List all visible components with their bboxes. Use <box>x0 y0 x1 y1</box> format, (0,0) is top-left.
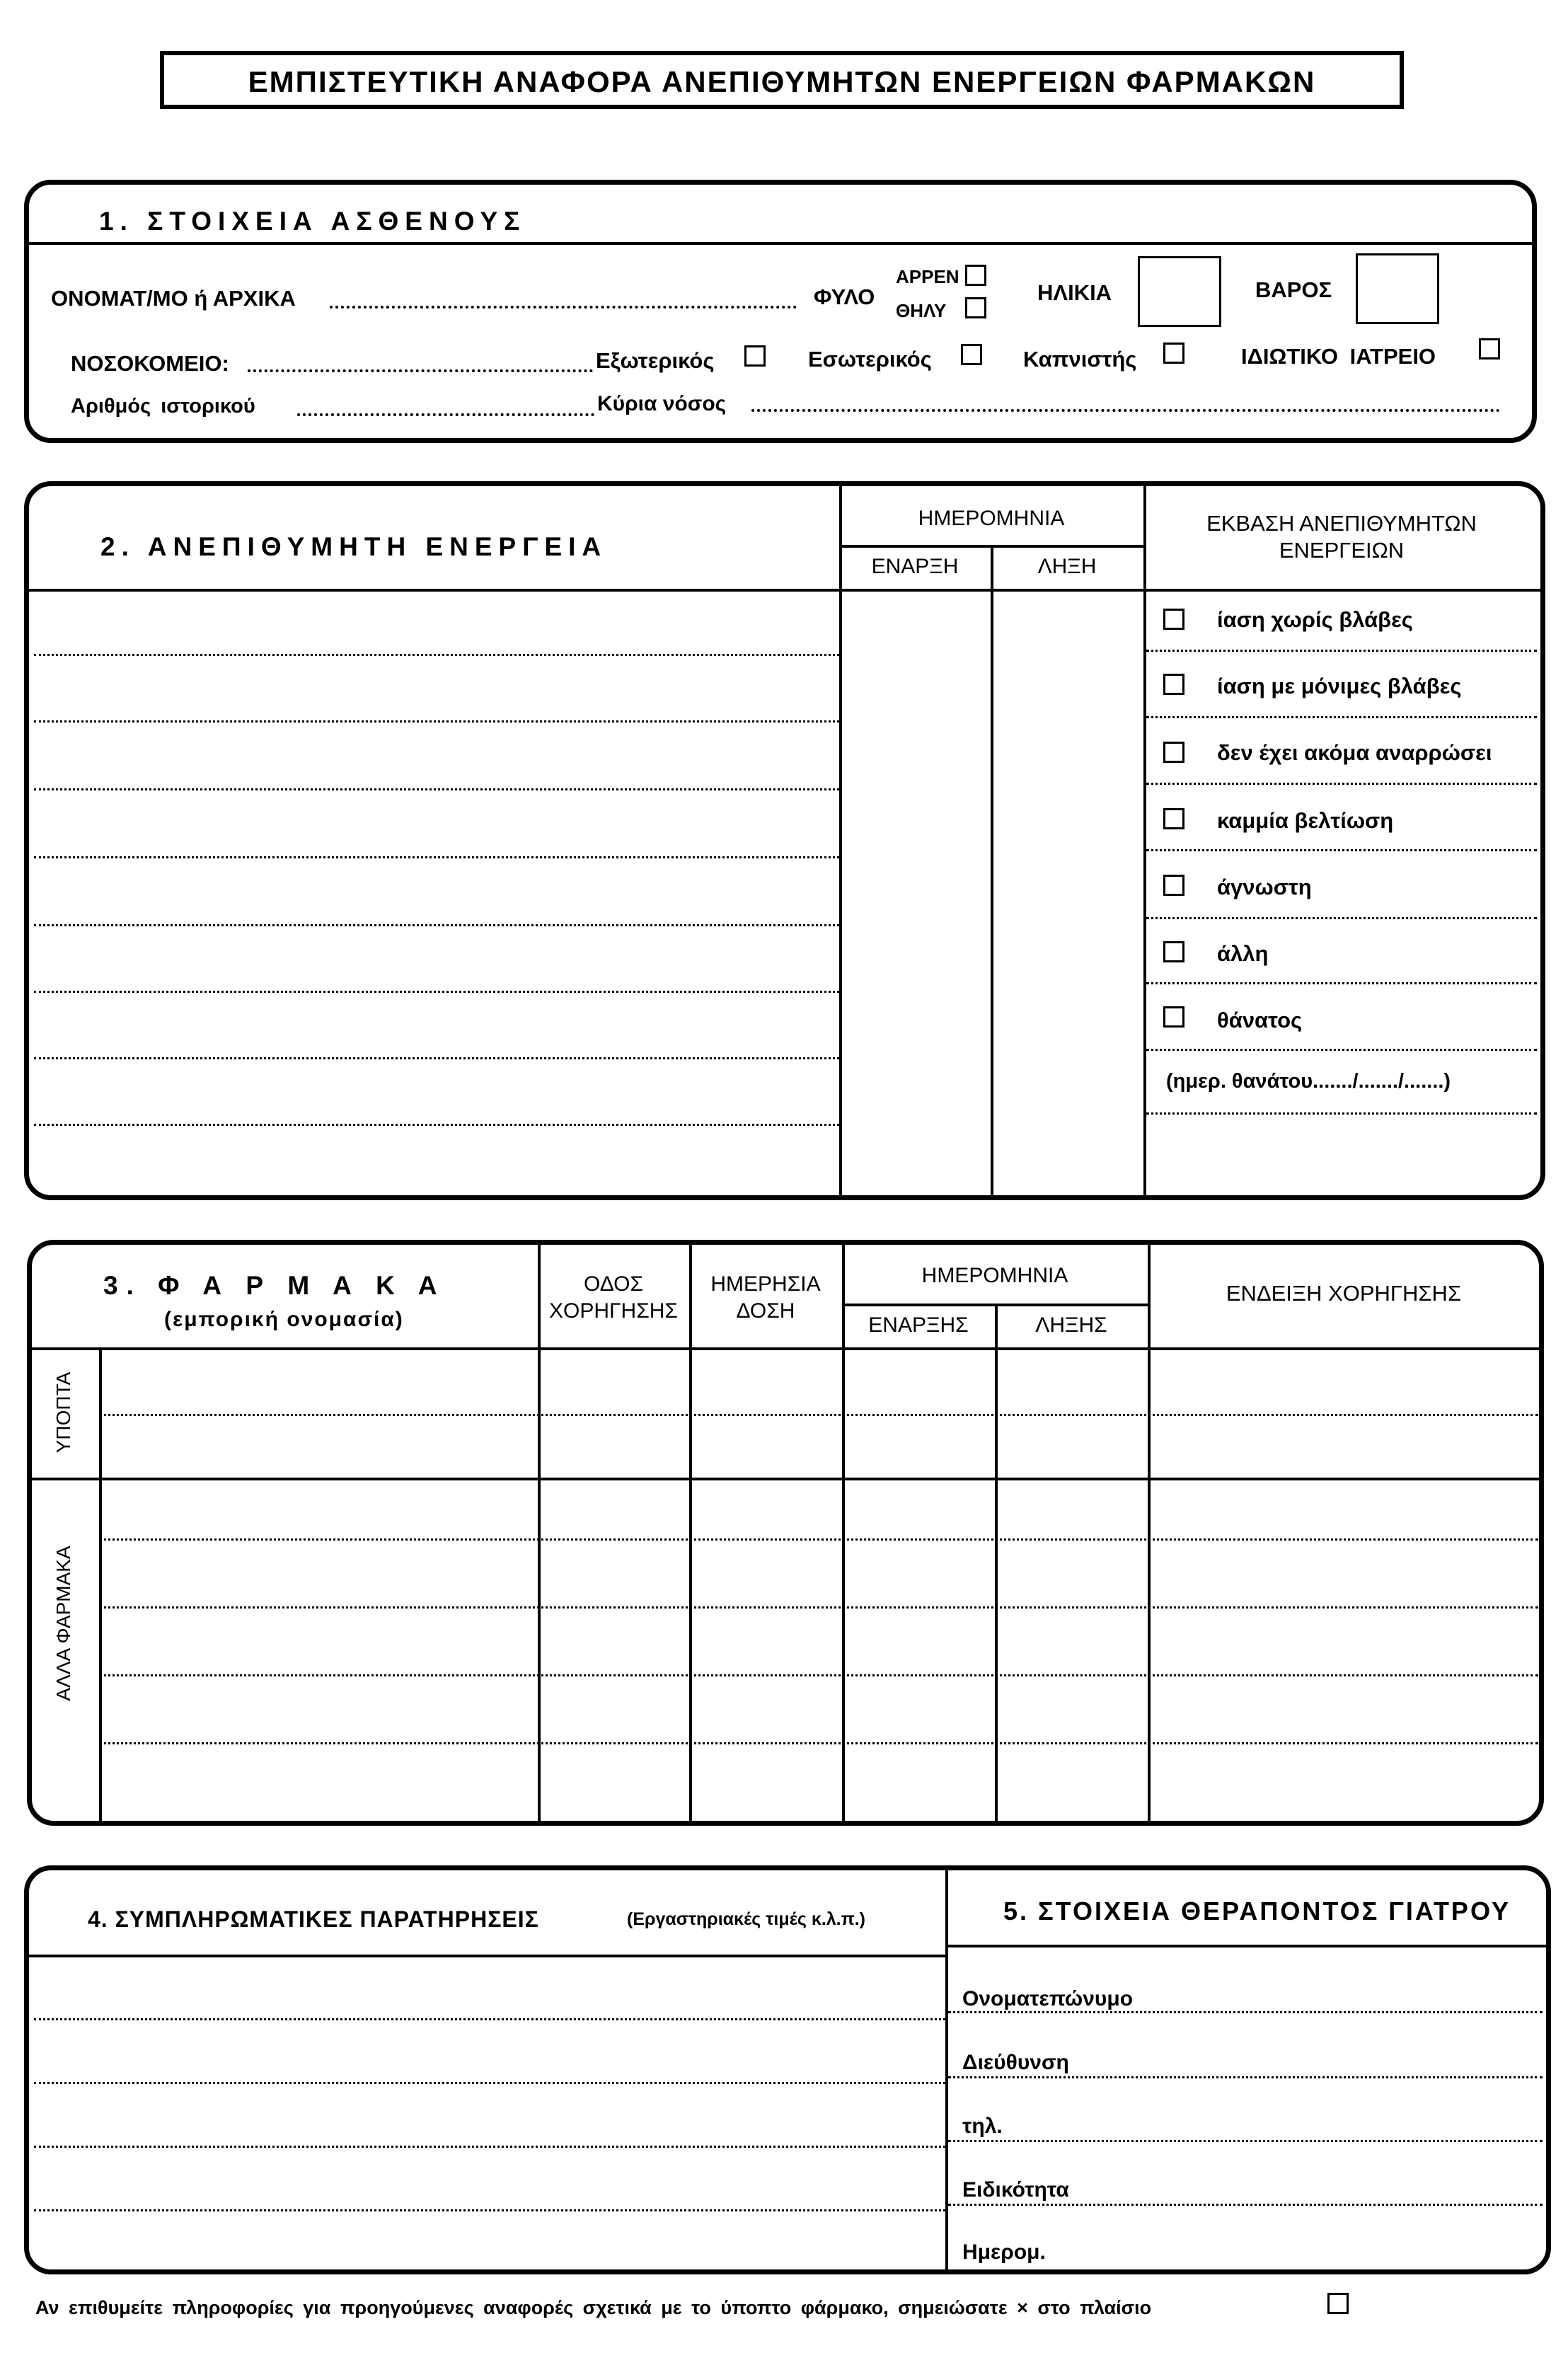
section-physician-title: 5. ΣΤΟΙΧΕΙΑ ΘΕΡΑΠΟΝΤΟΣ ΓΙΑΤΡΟΥ <box>1003 1897 1511 1926</box>
suspect-drugs-label: ΥΠΟΠΤΑ <box>52 1371 74 1454</box>
outcome-checkbox[interactable] <box>1163 941 1184 962</box>
physician-name-field[interactable] <box>948 2011 1543 2013</box>
outcome-checkbox[interactable] <box>1163 742 1184 763</box>
physician-phone-label: τηλ. <box>962 2114 1003 2138</box>
hospital-label: ΝΟΣΟΚΟΜΕΙΟ: <box>71 351 229 376</box>
section-patient-divider <box>28 242 1533 245</box>
dose-header-line2: ΔΟΣΗ <box>736 1299 795 1323</box>
remarks-physician-divider <box>945 1870 948 2269</box>
drugs-header-divider <box>32 1347 1539 1350</box>
outcome-label: δεν έχει ακόμα αναρρώσει <box>1217 740 1492 765</box>
form-title-box <box>160 51 1404 109</box>
outcome-row-line <box>1146 917 1537 919</box>
drugs-col-divider <box>538 1245 541 1821</box>
outcome-checkbox[interactable] <box>1163 674 1184 695</box>
outcome-row-line <box>1146 849 1537 851</box>
outcome-row-line <box>1146 783 1537 785</box>
other-drug-row-line <box>99 1742 1538 1744</box>
drugs-date-header: ΗΜΕΡΟΜΗΝΙΑ <box>921 1264 1068 1287</box>
route-header-line2: ΧΟΡΗΓΗΣΗΣ <box>549 1299 678 1323</box>
private-practice-label: ΙΔΙΩΤΙΚΟ ΙΑΤΡΕΙΟ <box>1241 344 1436 369</box>
outcome-row-line <box>1146 716 1537 718</box>
male-checkbox[interactable] <box>965 265 986 286</box>
previous-reports-checkbox[interactable] <box>1327 2293 1349 2314</box>
female-checkbox[interactable] <box>965 297 986 318</box>
physician-date-label: Ημερομ. <box>962 2240 1046 2264</box>
record-number-label: Αριθμός ιστορικού <box>71 395 255 418</box>
inpatient-label: Εσωτερικός <box>808 347 932 372</box>
reaction-row-line <box>34 924 839 926</box>
outcome-checkbox[interactable] <box>1163 1006 1184 1028</box>
reaction-row-line <box>34 1057 839 1059</box>
age-label: ΗΛΙΚΙΑ <box>1037 280 1112 305</box>
outcome-label: ίαση με μόνιμες βλάβες <box>1217 674 1462 698</box>
physician-address-field[interactable] <box>948 2076 1543 2078</box>
reaction-date-header: ΗΜΕΡΟΜΗΝΙΑ <box>918 507 1065 530</box>
reaction-row-line <box>34 1124 839 1126</box>
remarks-row-line <box>34 2209 945 2211</box>
other-drug-row-line <box>99 1606 1538 1609</box>
physician-name-label: Ονοματεπώνυμο <box>962 1987 1134 2010</box>
male-label: ΑΡΡΕΝ <box>896 266 959 287</box>
outcome-row-line <box>1146 650 1537 652</box>
physician-address-label: Διεύθυνση <box>962 2051 1069 2074</box>
drugs-group-divider <box>32 1478 1539 1480</box>
physician-phone-field[interactable] <box>948 2140 1543 2142</box>
reaction-row-line <box>34 788 839 790</box>
reaction-row-line <box>34 654 839 656</box>
drugs-start-header: ΕΝΑΡΞΗΣ <box>868 1313 969 1337</box>
section-drugs-subtitle: (εμπορική ονομασία) <box>164 1308 404 1331</box>
drugs-date-subdivider <box>842 1304 1148 1306</box>
form-title: ΕΜΠΙΣΤΕΥΤΙΚΗ ΑΝΑΦΟΡΑ ΑΝΕΠΙΘΥΜΗΤΩΝ ΕΝΕΡΓΕΙΩΝ ΦΑΡΜΑΚΩΝ <box>248 65 1316 98</box>
outpatient-checkbox[interactable] <box>744 345 766 367</box>
weight-label: ΒΑΡΟΣ <box>1255 277 1332 302</box>
outcome-label: ίαση χωρίς βλάβες <box>1217 607 1413 632</box>
reaction-date-subdivider <box>839 545 1143 548</box>
section-remarks-title: 4. ΣΥΜΠΛΗΡΩΜΑΤΙΚΕΣ ΠΑΡΑΤΗΡΗΣΕΙΣ <box>88 1906 539 1932</box>
indication-header: ΕΝΔΕΙΞΗ ΧΟΡΗΓΗΣΗΣ <box>1226 1281 1462 1306</box>
outcome-checkbox[interactable] <box>1163 875 1184 896</box>
remarks-row-line <box>34 2146 945 2148</box>
physician-header-divider <box>945 1945 1546 1947</box>
patient-name-field[interactable] <box>330 306 797 309</box>
outcome-label: θάνατος <box>1217 1008 1303 1032</box>
drugs-row-label-divider <box>99 1347 102 1821</box>
outcome-header-line2: ΕΝΕΡΓΕΙΩΝ <box>1279 538 1405 563</box>
reaction-end-header: ΛΗΞΗ <box>1037 555 1097 578</box>
footer-note: Αν επιθυμείτε πληροφορίες για προηγούμενες αναφορές σχετικά με το ύποπτο φάρμακο, σημειώσατε × στο πλαίσιο <box>35 2297 1152 2318</box>
reaction-start-header: ΕΝΑΡΞΗ <box>871 555 959 578</box>
other-drugs-label: ΑΛΛΑ ΦΑΡΜΑΚΑ <box>52 1546 74 1701</box>
drugs-col-divider <box>689 1245 692 1821</box>
sex-label: ΦΥΛΟ <box>814 284 875 309</box>
outcome-checkbox[interactable] <box>1163 609 1184 630</box>
section-remarks-note: (Εργαστηριακές τιμές κ.λ.π.) <box>627 1909 865 1929</box>
patient-name-label: ΟΝΟΜΑΤ/ΜΟ ή ΑΡΧΙΚΑ <box>51 286 296 311</box>
reaction-col-divider-3 <box>1143 486 1146 1195</box>
outpatient-label: Εξωτερικός <box>596 348 715 373</box>
outcome-row-line <box>1146 1049 1537 1051</box>
reaction-col-divider-2 <box>991 545 993 1195</box>
reaction-row-line <box>34 991 839 993</box>
outcome-label: άλλη <box>1217 941 1269 966</box>
age-input[interactable] <box>1138 256 1221 327</box>
outcome-label: άγνωστη <box>1217 875 1312 899</box>
smoker-checkbox[interactable] <box>1163 343 1184 364</box>
record-number-field[interactable] <box>297 413 594 416</box>
reaction-col-divider-1 <box>839 486 842 1195</box>
outcome-label: καμμία βελτίωση <box>1217 808 1394 833</box>
dose-header-line1: ΗΜΕΡΗΣΙΑ <box>710 1272 821 1296</box>
outcome-checkbox[interactable] <box>1163 808 1184 829</box>
hospital-field[interactable] <box>248 369 593 372</box>
outcome-row-line <box>1146 982 1537 984</box>
physician-specialty-field[interactable] <box>948 2204 1543 2206</box>
death-date-field[interactable]: (ημερ. θανάτου......./......./.......) <box>1166 1070 1451 1093</box>
outcome-row-line <box>1146 1112 1537 1115</box>
section-reaction-title: 2. ΑΝΕΠΙΘΥΜΗΤΗ ΕΝΕΡΓΕΙΑ <box>100 532 608 561</box>
main-disease-label: Κύρια νόσος <box>597 392 727 415</box>
reaction-row-line <box>34 720 839 723</box>
drugs-end-header: ΛΗΞΗΣ <box>1035 1313 1107 1337</box>
weight-input[interactable] <box>1356 253 1439 324</box>
physician-specialty-label: Ειδικότητα <box>962 2178 1069 2202</box>
main-disease-field[interactable] <box>751 409 1500 412</box>
other-drug-row-line <box>99 1674 1538 1676</box>
outcome-header-line1: ΕΚΒΑΣΗ ΑΝΕΠΙΘΥΜΗΤΩΝ <box>1206 511 1477 536</box>
suspect-drug-row-line <box>99 1414 1538 1416</box>
inpatient-checkbox[interactable] <box>961 344 982 365</box>
remarks-row-line <box>34 2018 945 2020</box>
remarks-row-line <box>34 2082 945 2084</box>
reaction-header-divider <box>29 589 1540 592</box>
route-header-line1: ΟΔΟΣ <box>584 1272 643 1296</box>
drugs-col-divider <box>1148 1245 1151 1821</box>
section-drugs-title: 3. Φ Α Ρ Μ Α Κ Α <box>103 1271 446 1300</box>
smoker-label: Καπνιστής <box>1023 347 1137 372</box>
other-drug-row-line <box>99 1538 1538 1541</box>
section-patient-title: 1. ΣΤΟΙΧΕΙΑ ΑΣΘΕΝΟΥΣ <box>99 207 526 236</box>
reaction-row-line <box>34 856 839 858</box>
female-label: ΘΗΛΥ <box>896 300 947 321</box>
remarks-header-divider <box>29 1955 945 1957</box>
private-practice-checkbox[interactable] <box>1479 338 1500 359</box>
